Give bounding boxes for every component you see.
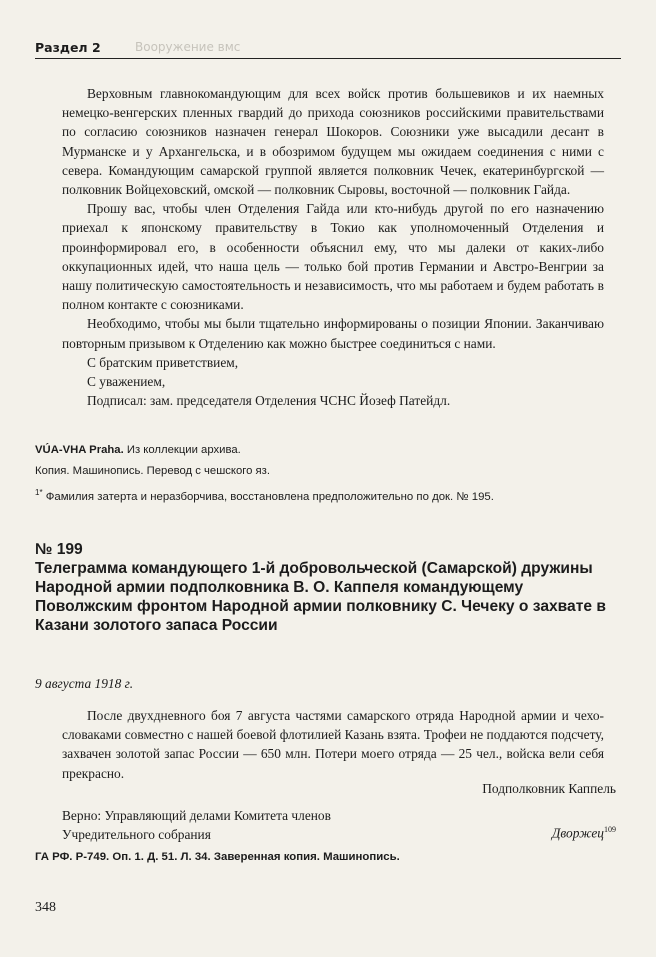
- certification: [62, 806, 604, 844]
- letter-paragraph-1: Верховным главнокомандующим для всех войск против большевиков и их наемных немецко-венгерских пленных гвардий до прихода союзников российскими правительствами по согласию союзников назначен генерал Шокоров. Союзники уже высадили десант в Мурманске и у Архангельска, и в обозримом будущем мы ожидаем соединения с ними с севера. Командующим самарской группой является полковник Чечек, екатеринбургской — полковник Войцеховский, омской — полковник Сыровы, восточной — полковник Гайда.: [62, 86, 604, 198]
- closing-regards: С уважением,: [87, 374, 166, 390]
- certifier-note-ref: 109: [604, 825, 616, 834]
- archive-reference: ГА РФ. Р-749. Оп. 1. Д. 51. Л. 34. Заверенная копия. Машинопись.: [35, 851, 400, 863]
- running-header: [35, 40, 621, 59]
- letter-paragraph-2: Прошу вас, чтобы член Отделения Гайда или кто-нибудь другой по его назначению приехал к японскому правительству в Токио как уполномоченный Отделения и проинформировал его, в особенности объяснил ему, что мы далеки от каких-либо оккупационных идей, что наша цель — только бой против Германии и Австро-Венгрии за нашу политическую самостоятельность и независимость, что мы работаем и будем работать в полном контакте с союзниками.: [62, 201, 604, 313]
- letter-body: [62, 84, 604, 410]
- archive-collection: Из коллекции архива.: [123, 444, 241, 456]
- source-copy: Копия. Машинопись. Перевод с чешского яз.: [35, 465, 270, 477]
- document-title: Телеграмма командующего 1-й добровольческой (Самарской) дружины Народной армии подполковника В. О. Каппеля командующему Поволжским фронтом Народной армии полковнику С. Чечеку о захвате в Казани золотого запаса России: [35, 560, 606, 634]
- certifier-name: [552, 825, 616, 841]
- footnote: [35, 488, 615, 503]
- source-archive: [35, 444, 615, 456]
- letter-paragraph-3: Необходимо, чтобы мы были тщательно информированы о позиции Японии. Заканчиваю повторным призывом к Отделению как можно быстрее соединиться с нами.: [62, 316, 604, 351]
- closing-greeting: С братским приветствием,: [87, 354, 239, 370]
- telegram-signature: Подполковник Каппель: [482, 781, 616, 796]
- bleed-through-text: Вооружение вмс: [135, 40, 241, 54]
- letter-signature: Подписал: зам. председателя Отделения ЧСНС Йозеф Патейдл.: [87, 393, 451, 409]
- document-heading: [35, 540, 615, 635]
- document-number: № 199: [35, 541, 83, 558]
- certifier-surname: Дворжец: [551, 825, 604, 841]
- archive-name: VÚA-VHA Praha.: [35, 444, 124, 456]
- page-number: 348: [35, 900, 56, 915]
- telegram-text: После двухдневного боя 7 августа частями самарского отряда Народной армии и чехо-словаками совместно с нашей боевой флотилией Казань взята. Трофеи не поддаются подсчету, захвачен золотой запас России — 650 млн. Потери моего отряда — 25 чел., войска вели себя прекрасно.: [62, 708, 604, 781]
- certification-line-2: Учредительного собрания: [62, 827, 211, 843]
- document-date: 9 августа 1918 г.: [35, 676, 134, 691]
- footnote-text: Фамилия затерта и неразборчива, восстановлена предположительно по док. № 195.: [42, 490, 494, 503]
- certification-line-1: Верно: Управляющий делами Комитета членов: [62, 808, 331, 823]
- section-title: Раздел 2: [35, 40, 101, 55]
- footnote-mark: 1*: [35, 488, 43, 497]
- telegram-body: [62, 706, 604, 783]
